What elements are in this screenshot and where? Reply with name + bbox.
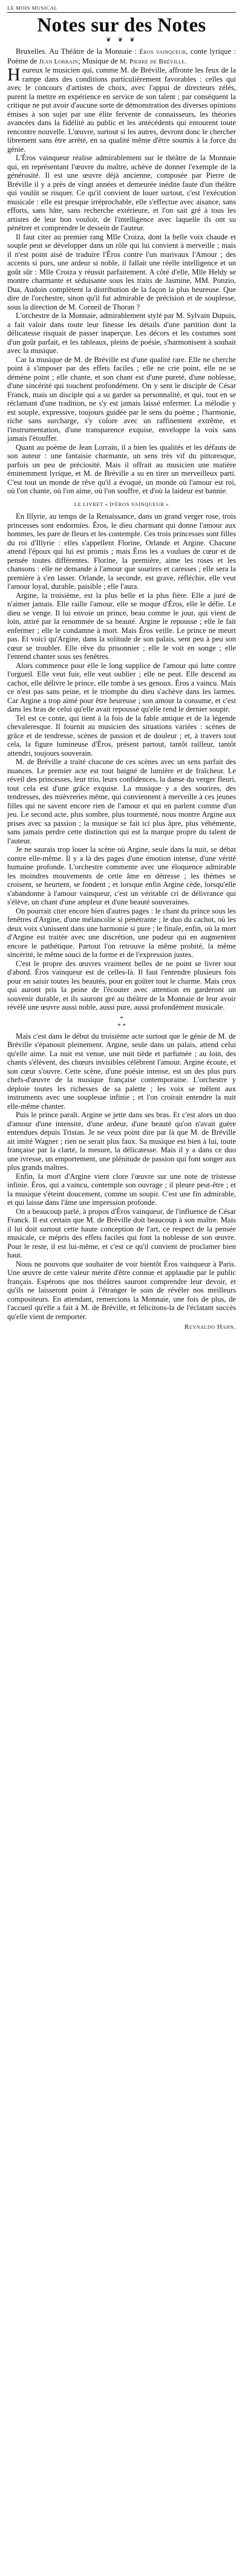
intro-poet: Jean Lorrain <box>39 57 78 65</box>
paragraph: L'Éros vainqueur réalise admirablement sur le théâtre de la Monnaie qui, en représentant l'œuvre du maître, achève de donner l'exemple de la générosité. Il est une œuvre déjà ancienne, composée par Pierre de Bréville il y a près de vingt années et demeurée inédite faute d'un théâtre qui voulût se risquer. Ce qu'il convient de louer surtout, c'est l'exécution musicale : elle est presque irréprochable, elle s'effectue avec aisance, sans efforts, sans hâte, sans recherche extérieure, et l'on sait gré à tous les artistes de leur bon vouloir, de l'intelligence avec laquelle ils ont su pénétrer et comprendre le dessein de l'auteur. <box>7 154 236 232</box>
paragraph: Puis le prince paraît. Argine se jette dans ses bras. Et c'est alors un duo d'amour d'une intensité, d'une ardeur, d'une beauté qu'on n'avait guère entendues depuis Tristan. Je ne veux point dire par là que M. de Bréville ait imité Wagner ; rien ne serait plus faux. Sa musique est bien à lui, toute française par la clarté, la mesure, la délicatesse. Mais il y a dans ce duo une ivresse, un emportement, une plénitude de passion qui font songer aux plus grands maîtres. <box>7 1111 236 1172</box>
paragraph: C'est le propre des œuvres vraiment belles de ne point se livrer tout d'abord. Éros vainqueur est de celles-là. Il faut l'entendre plusieurs fois pour en saisir toutes les beautés, pour en goûter tout le charme. Mais ceux qui auront pris la peine de l'écouter avec attention en garderont un souvenir durable, et ils sauront gré au théâtre de la Monnaie de leur avoir révélé une œuvre aussi noble, aussi pure, aussi profondément musicale. <box>7 959 236 1011</box>
fleuron-ornament: ❦ ❦ ❦ <box>106 37 137 44</box>
paragraph-dropcap <box>7 66 236 154</box>
page-title: Notes sur des Notes <box>37 15 206 36</box>
intro-work-desc: , conte lyrique : Poème de <box>7 47 236 65</box>
running-head: LE MOIS MUSICAL <box>7 5 58 11</box>
paragraph: En Illyrie, au temps de la Renaissance, dans un grand verger rose, trois princesses sont endormies. Éros, le dieu charmant qui donne l'amour aux hommes, les pare de fleurs et les contemple. Ces trois princesses sont filles du roi d'Illyrie : elles s'appellent Florine, Orlande et Argine. Chacune attend l'époux qui lui est promis ; mais Éros les a voulues de cœur et de pensée toutes différentes. Florine, la première, aime les roses et les chansons : elle ne demande à l'amour que sourires et caresses ; elle sera la première à s'en lasser. Orlande, la seconde, est grave, réfléchie, elle veut l'amour loyal, durable, paisible ; elle l'aura. <box>7 512 236 591</box>
intro-work: Éros vainqueur <box>139 48 186 56</box>
paragraph: Enfin, la mort d'Argine vient clore l'œuvre sur une note de tristesse infinie. Éros, qui a vaincu, contemple son ouvrage ; il pleure peut-être ; et la musique s'éteint doucement, comme un soupir. C'est une fin admirable, et qui laisse dans l'âme une impression profonde. <box>7 1172 236 1207</box>
paragraph: On pourrait citer encore bien d'autres pages : le chant du prince sous les fenêtres d'Argine, d'une mélancolie si pénétrante ; le duo du cachot, où les deux voix s'unissent dans une harmonie si pure ; le finale, enfin, où la mort d'Argine est traitée avec une discrétion, une pudeur qui en augmentent encore le pathétique. Partout l'on retrouve la même probité, la même sincérité, le même souci de la forme et de l'expression justes. <box>7 906 236 959</box>
paragraph: Tel est ce conte, qui tient à la fois de la fable antique et de la légende chevaleresque. Il fournit au musicien des situations variées : scènes de grâce et de tendresse, scènes de passion et de douleur ; et, à travers tout cela, la figure lumineuse d'Éros, présent partout, tantôt railleur, tantôt attendri, toujours souverain. <box>7 713 236 758</box>
drop-cap: H <box>7 65 21 85</box>
paragraph: On a beaucoup parlé, à propos d'Éros vainqueur, de l'influence de César Franck. Il est certain que M. de Bréville doit beaucoup à son maître. Mais il lui doit surtout cette haute conception de l'art, ce respect de la pensée musicale, ce mépris des effets faciles qui font la noblesse de son œuvre. Pour le reste, il est lui-même, et c'est ce qu'il convient de proclamer bien haut. <box>7 1207 236 1259</box>
paragraph: Alors commence pour elle le long supplice de l'amour qui lutte contre l'orgueil. Elle veut fuir, elle veut oublier ; elle ne peut. Elle descend au cachot, elle délivre le prince, elle tombe à ses genoux. Éros a vaincu. Mais ce n'est pas sans peine, et le triomphe du dieu s'achève dans les larmes. Car Argine a trop aimé pour être heureuse ; son amour la consume, et c'est dans les bras de celui qu'elle avait repoussé qu'elle rend le dernier soupir. <box>7 661 236 713</box>
paragraph: L'orchestre de la Monnaie, admirablement stylé par M. Sylvain Dupuis, a fait valoir dans toute leur finesse les détails d'une partition dont la délicatesse risquait de passer inaperçue. Les décors et les costumes sont d'un goût parfait, et les tableaux, pleins de poésie, s'harmonisent à souhait avec la musique. <box>7 311 236 355</box>
intro-composer: M. Pierre de Bréville. <box>119 57 187 65</box>
intro-music: ; Musique de <box>77 56 120 65</box>
paragraph: Il faut citer au premier rang Mlle Croiza, dont la belle voix chaude et souple peut se développer dans un rôle qui lui convient à merveille ; mais il n'est point aisé de traduire l'Éros contre l'un marivaux l'Amour ; des accents si purs, une ardeur si noble, il fallait une réelle intelligence et un goût sûr : Mlle Croiza y réussit parfaitement. A côté d'elle, Mlle Heldy se montre charmante et séduisante sous les traits de Jasmine, MM. Ponzio, Dua, Audoin complètent la distribution de la façon la plus heureuse. Que dire de l'orchestre, sinon qu'il fut admirable de précision et de souplesse, sous la direction de M. Corneil de Thoran ? <box>7 232 236 311</box>
author-signature: Reynaldo Hahn. <box>184 1323 236 1331</box>
asterism-divider: * * * <box>117 1014 126 1030</box>
paragraph: Car la musique de M. de Bréville est d'une qualité rare. Elle ne cherche point à s'imposer par des effets faciles ; elle ne crie point, elle ne se démène point ; elle chante, et son chant est d'une pureté, d'une noblesse, d'une sincérité qui touchent profondément. On y sent le disciple de César Franck, mais un disciple qui a su garder sa personnalité, et qui, tout en se réclamant d'une tradition, ne s'y est jamais laissé enfermer. La mélodie y est souple, expressive, toujours guidée par le sens du poème ; l'harmonie, riche sans surcharge, s'y colore avec un raffinement extrême, et l'instrumentation, d'une transparence exquise, enveloppe la voix sans jamais l'étouffer. <box>7 355 236 443</box>
intro-place: Bruxelles. Au Théâtre de la Monnaie : <box>16 47 140 56</box>
paragraph: Quant au poème de Jean Lorrain, il a bien les qualités et les défauts de son auteur : une fantaisie charmante, un sens très vif du pittoresque, parfois un peu de préciosité. Mais il offrait au musicien une matière éminemment lyrique, et M. de Bréville a su en tirer un merveilleux parti. C'est tout un monde de rêve qu'il a évoqué, un monde où l'amour est roi, où l'on chante, où l'on aime, où l'on souffre, et d'où la laideur est bannie. <box>7 443 236 495</box>
paragraph: Nous ne pouvons que souhaiter de voir bientôt Éros vainqueur à Paris. Une œuvre de cette valeur mérite d'être connue et applaudie par le public français. Espérons que nos théâtres sauront comprendre leur devoir, et qu'ils ne laisseront point à l'étranger le soin de révéler nos meilleurs compositeurs. En attendant, remercions la Monnaie, une fois de plus, de l'accueil qu'elle a fait à M. de Bréville, et félicitons-la de l'éclatant succès qu'elle vient de remporter. <box>7 1259 236 1321</box>
paragraph: Mais c'est dans le début du troisième acte surtout que le génie de M. de Bréville s'épanouit pleinement. Argine, seule dans un palais, attend celui qu'elle aime. La nuit est venue, une nuit tiède et parfumée ; au loin, des chants s'élèvent, des chœurs invisibles célèbrent l'amour. Argine écoute, et son cœur s'ouvre. Cette scène, d'une poésie intense, est un des plus purs chefs-d'œuvre de la musique française contemporaine. L'orchestre y déploie toutes les richesses de sa palette ; les voix se mêlent aux instruments avec une souplesse infinie ; et l'on croirait entendre la nuit elle-même chanter. <box>7 1031 236 1111</box>
paragraph: M. de Bréville a traité chacune de ces scènes avec un sens parfait des nuances. Le premier acte est tout baigné de lumière et de fraîcheur. Le réveil des princesses, leur trio, leurs confidences, la danse du verger fleuri, tout cela est d'une grâce exquise. La musique y a des sourires, des tendresses, des mièvreries même, qui conviennent à merveille à ces jeunes filles qui ne savent encore rien de l'amour et qui en parlent comme d'un jeu. Le second acte, plus sombre, plus tourmenté, nous montre Argine aux prises avec sa passion ; la musique se fait ici plus âpre, plus véhémente, sans jamais perdre cette distinction qui est la marque propre du talent de l'auteur. <box>7 758 236 845</box>
top-rule <box>7 12 236 13</box>
intro-line <box>7 47 236 66</box>
section-heading: LE LIVRET « D'ÉROS VAINQUEUR » <box>74 501 169 507</box>
paragraph-text: eureux le musicien qui, comme M. de Bréville, affronte les feux de la rampe dans des conditions particulièrement favorables : celles qui avec le concours d'artistes de choix, avec l'appui de directeurs zélés, purent la mettre en expérience en service de son talent ; par conséquent la critique ne put avoir d'aucune sorte de démonstration des diverses opinions émises à son sujet par une élite fervente de connaisseurs, les théories avancées dans la fidélité au public et les antécédents qui entourent toute rencontre nouvelle. L'œuvre, surtout si les autres, devront donc le chercher librement sans être arrêté, en sa qualité même d'être soumis à la force du génie. <box>7 66 236 154</box>
paragraph: Argine, la troisième, est la plus belle et la plus fière. Elle a juré de n'aimer jamais. Elle raille l'amour, elle se moque d'Éros, elle le défie. Le dieu se venge. Il lui envoie un prince, beau comme le jour, qui vient de loin, attiré par la renommée de sa beauté. Argine le repousse ; elle le fait enfermer ; elle le condamne à mort. Mais Éros veille. Le prince ne meurt pas. Et voici qu'Argine, dans la solitude de son palais, sent peu à peu son cœur se troubler. Elle rêve du prisonnier ; elle le voit en songe ; elle l'entend chanter sous ses fenêtres. <box>7 591 236 661</box>
article-body <box>7 47 236 1332</box>
paragraph: Je ne saurais trop louer la scène où Argine, seule dans la nuit, se débat contre elle-même. Il y a là des pages d'une émotion intense, d'une vérité humaine profonde. L'orchestre commente avec une éloquence admirable les moindres mouvements de cette âme en détresse ; les thèmes se croisent, se heurtent, se fondent ; et lorsque enfin Argine cède, lorsqu'elle s'abandonne à l'amour vainqueur, c'est un véritable cri de délivrance qui s'élève, un chant d'une ampleur et d'une beauté souveraines. <box>7 845 236 906</box>
